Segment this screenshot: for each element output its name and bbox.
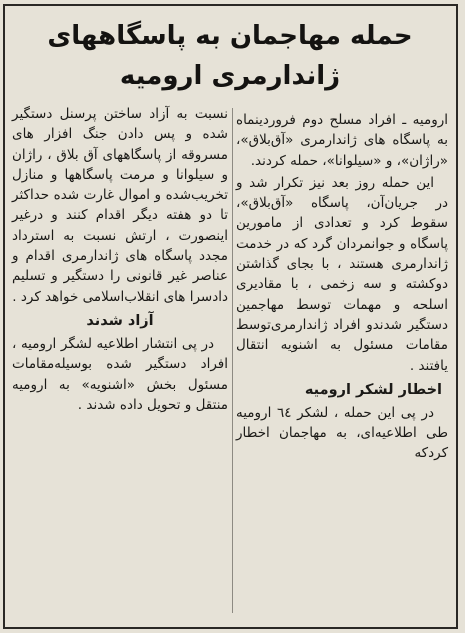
- headline-line-2: ژاندارمری ارومیه: [119, 61, 341, 91]
- right-subhead: اخطار لشکر ارومیه: [304, 381, 442, 398]
- right-paragraph-1: ارومیه ـ افراد مسلح دوم فروردینماه به پاسگاه های ژاندارمری «آق‌بلاق»، «راژان»، و «سیلوانا»، حمله کردند.: [236, 112, 448, 169]
- right-paragraph-3: در پی این حمله ، لشکر ٦٤ ارومیه طی اطلاعیه‌ای، به مهاجمان اخطار کردکه: [236, 404, 448, 462]
- left-paragraph-2: در پی انتشار اطلاعیه لشگر ارومیه ، افراد دستگیر شده بوسیله‌مقامات مسئول بخش «اشنویه» به ارومیه منتقل و تحویل داده شدند .: [12, 335, 228, 413]
- right-paragraph-2: این حمله روز بعد نیز تکرار شد و در جریان‌آن، پاسگاه «آق‌بلاق»، سقوط کرد و تعدادی از مامورین پاسگاه و جوانمردان گرد که در خدمت ژاندارمری هستند ، با بجای گذاشتن دوکشته و سه زخمی ، با مقادیری اسلحه و مهمات توسط مهاجمین دستگیر شدندو افراد ژاندارمری‌توسط مقامات مسئول به اشنویه انتقال یافتند .: [236, 174, 448, 374]
- headline-line-1: حمله مهاجمان به پاسگاههای: [47, 21, 413, 51]
- right-column: [236, 110, 448, 464]
- left-subhead: آزاد شدند: [86, 312, 154, 329]
- left-column: [12, 104, 228, 415]
- left-paragraph-1: نسبت به آزاد ساختن پرسنل دستگیر شده و پس دادن جنگ افزار های مسروقه از پاسگاههای آق بلاق ، راژان و سیلوانا و مرمت پاسگاهها و منازل تخریب‌شده و اموال غارت شده حداکثر تا دو هفته دیگر اقدام کنند و درغیر اینصورت ، ارتش نسبت به استرداد مجدد پاسگاه های ژاندارمری اقدام و عناصر غیر قانونی را دستگیر و تسلیم دادسرا های انقلاب‌اسلامی خواهد کرد .: [12, 106, 228, 305]
- headline: [10, 16, 450, 96]
- column-divider: [232, 108, 233, 613]
